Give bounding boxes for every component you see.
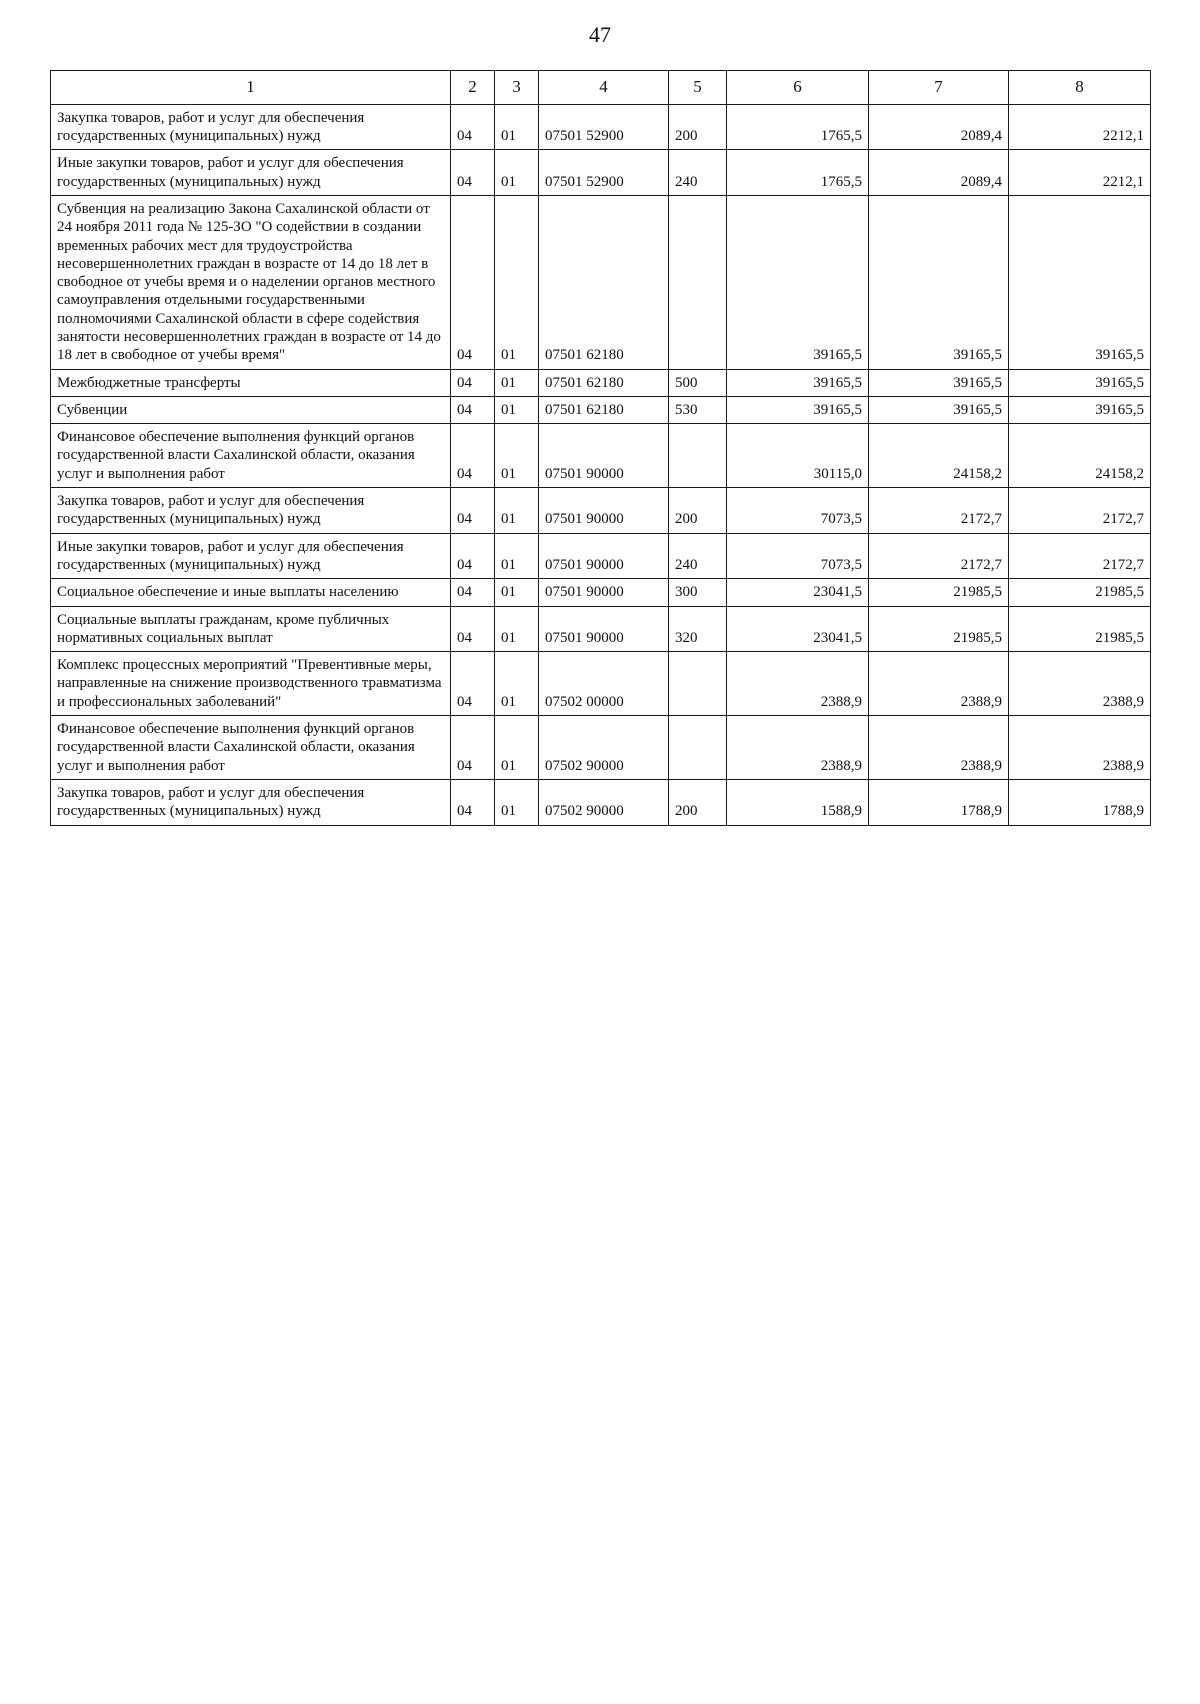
section-code: 04 bbox=[451, 606, 495, 652]
amount-col-6: 1765,5 bbox=[727, 150, 869, 196]
expense-type-code bbox=[669, 195, 727, 369]
subsection-code: 01 bbox=[495, 606, 539, 652]
amount-col-8: 21985,5 bbox=[1009, 606, 1151, 652]
amount-col-8: 2172,7 bbox=[1009, 533, 1151, 579]
amount-col-7: 39165,5 bbox=[869, 396, 1009, 423]
expense-type-code: 200 bbox=[669, 488, 727, 534]
section-code: 04 bbox=[451, 488, 495, 534]
target-article-code: 07501 52900 bbox=[539, 150, 669, 196]
expense-type-code: 320 bbox=[669, 606, 727, 652]
budget-table bbox=[50, 70, 1151, 826]
amount-col-8: 39165,5 bbox=[1009, 396, 1151, 423]
target-article-code: 07502 90000 bbox=[539, 779, 669, 825]
amount-col-6: 30115,0 bbox=[727, 424, 869, 488]
row-name: Иные закупки товаров, работ и услуг для обеспечения государственных (муниципальных) нужд bbox=[51, 533, 451, 579]
target-article-code: 07501 90000 bbox=[539, 606, 669, 652]
subsection-code: 01 bbox=[495, 150, 539, 196]
subsection-code: 01 bbox=[495, 369, 539, 396]
amount-col-6: 23041,5 bbox=[727, 579, 869, 606]
row-name: Субвенция на реализацию Закона Сахалинской области от 24 ноября 2011 года № 125-ЗО "О содействии в создании временных рабочих мест для трудоустройства несовершеннолетних граждан в возрасте от 14 до 18 лет в свободное от учебы время и о наделении органов местного самоуправления отдельными государственными полномочиями Сахалинской области в сфере содействия занятости несовершеннолетних граждан в возрасте от 14 до 18 лет в свободное от учебы время" bbox=[51, 195, 451, 369]
section-code: 04 bbox=[451, 533, 495, 579]
expense-type-code: 240 bbox=[669, 533, 727, 579]
amount-col-7: 2089,4 bbox=[869, 150, 1009, 196]
subsection-code: 01 bbox=[495, 104, 539, 150]
amount-col-7: 2388,9 bbox=[869, 652, 1009, 716]
column-header: 2 bbox=[451, 71, 495, 105]
row-name: Социальные выплаты гражданам, кроме публичных нормативных социальных выплат bbox=[51, 606, 451, 652]
amount-col-6: 1765,5 bbox=[727, 104, 869, 150]
amount-col-6: 39165,5 bbox=[727, 195, 869, 369]
amount-col-8: 24158,2 bbox=[1009, 424, 1151, 488]
subsection-code: 01 bbox=[495, 195, 539, 369]
subsection-code: 01 bbox=[495, 779, 539, 825]
table-row bbox=[51, 396, 1151, 423]
amount-col-8: 2212,1 bbox=[1009, 104, 1151, 150]
amount-col-6: 23041,5 bbox=[727, 606, 869, 652]
amount-col-8: 21985,5 bbox=[1009, 579, 1151, 606]
subsection-code: 01 bbox=[495, 533, 539, 579]
amount-col-7: 2089,4 bbox=[869, 104, 1009, 150]
section-code: 04 bbox=[451, 779, 495, 825]
section-code: 04 bbox=[451, 369, 495, 396]
target-article-code: 07501 90000 bbox=[539, 424, 669, 488]
expense-type-code: 200 bbox=[669, 104, 727, 150]
expense-type-code: 200 bbox=[669, 779, 727, 825]
section-code: 04 bbox=[451, 424, 495, 488]
column-header: 5 bbox=[669, 71, 727, 105]
target-article-code: 07502 00000 bbox=[539, 652, 669, 716]
expense-type-code: 240 bbox=[669, 150, 727, 196]
table-row bbox=[51, 488, 1151, 534]
amount-col-7: 1788,9 bbox=[869, 779, 1009, 825]
target-article-code: 07501 62180 bbox=[539, 396, 669, 423]
page-number: 47 bbox=[589, 22, 611, 47]
column-header: 4 bbox=[539, 71, 669, 105]
expense-type-code: 300 bbox=[669, 579, 727, 606]
amount-col-6: 39165,5 bbox=[727, 396, 869, 423]
expense-type-code: 530 bbox=[669, 396, 727, 423]
header-row bbox=[51, 71, 1151, 105]
row-name: Финансовое обеспечение выполнения функций органов государственной власти Сахалинской области, оказания услуг и выполнения работ bbox=[51, 716, 451, 780]
table-row bbox=[51, 195, 1151, 369]
section-code: 04 bbox=[451, 652, 495, 716]
amount-col-6: 2388,9 bbox=[727, 652, 869, 716]
amount-col-8: 1788,9 bbox=[1009, 779, 1151, 825]
column-header: 8 bbox=[1009, 71, 1151, 105]
amount-col-8: 2212,1 bbox=[1009, 150, 1151, 196]
column-header: 7 bbox=[869, 71, 1009, 105]
amount-col-8: 39165,5 bbox=[1009, 369, 1151, 396]
target-article-code: 07501 90000 bbox=[539, 579, 669, 606]
column-header: 3 bbox=[495, 71, 539, 105]
amount-col-8: 2388,9 bbox=[1009, 652, 1151, 716]
subsection-code: 01 bbox=[495, 488, 539, 534]
amount-col-8: 2388,9 bbox=[1009, 716, 1151, 780]
target-article-code: 07501 90000 bbox=[539, 533, 669, 579]
column-header: 1 bbox=[51, 71, 451, 105]
subsection-code: 01 bbox=[495, 396, 539, 423]
amount-col-7: 21985,5 bbox=[869, 579, 1009, 606]
subsection-code: 01 bbox=[495, 424, 539, 488]
row-name: Закупка товаров, работ и услуг для обеспечения государственных (муниципальных) нужд bbox=[51, 779, 451, 825]
row-name: Комплекс процессных мероприятий "Превентивные меры, направленные на снижение производственного травматизма и профессиональных заболеваний" bbox=[51, 652, 451, 716]
table-row bbox=[51, 424, 1151, 488]
amount-col-8: 39165,5 bbox=[1009, 195, 1151, 369]
row-name: Финансовое обеспечение выполнения функций органов государственной власти Сахалинской области, оказания услуг и выполнения работ bbox=[51, 424, 451, 488]
target-article-code: 07502 90000 bbox=[539, 716, 669, 780]
row-name: Иные закупки товаров, работ и услуг для обеспечения государственных (муниципальных) нужд bbox=[51, 150, 451, 196]
amount-col-6: 7073,5 bbox=[727, 488, 869, 534]
table-row bbox=[51, 652, 1151, 716]
table-row bbox=[51, 716, 1151, 780]
amount-col-7: 24158,2 bbox=[869, 424, 1009, 488]
amount-col-8: 2172,7 bbox=[1009, 488, 1151, 534]
section-code: 04 bbox=[451, 150, 495, 196]
row-name: Субвенции bbox=[51, 396, 451, 423]
row-name: Социальное обеспечение и иные выплаты населению bbox=[51, 579, 451, 606]
amount-col-7: 2172,7 bbox=[869, 488, 1009, 534]
table-row bbox=[51, 150, 1151, 196]
table-row bbox=[51, 104, 1151, 150]
section-code: 04 bbox=[451, 396, 495, 423]
amount-col-6: 2388,9 bbox=[727, 716, 869, 780]
section-code: 04 bbox=[451, 716, 495, 780]
row-name: Закупка товаров, работ и услуг для обеспечения государственных (муниципальных) нужд bbox=[51, 104, 451, 150]
subsection-code: 01 bbox=[495, 579, 539, 606]
table-row bbox=[51, 779, 1151, 825]
column-header: 6 bbox=[727, 71, 869, 105]
expense-type-code: 500 bbox=[669, 369, 727, 396]
row-name: Межбюджетные трансферты bbox=[51, 369, 451, 396]
expense-type-code bbox=[669, 424, 727, 488]
amount-col-7: 39165,5 bbox=[869, 195, 1009, 369]
target-article-code: 07501 62180 bbox=[539, 369, 669, 396]
table-row bbox=[51, 579, 1151, 606]
target-article-code: 07501 90000 bbox=[539, 488, 669, 534]
amount-col-6: 1588,9 bbox=[727, 779, 869, 825]
row-name: Закупка товаров, работ и услуг для обеспечения государственных (муниципальных) нужд bbox=[51, 488, 451, 534]
table-row bbox=[51, 606, 1151, 652]
target-article-code: 07501 52900 bbox=[539, 104, 669, 150]
amount-col-7: 2172,7 bbox=[869, 533, 1009, 579]
section-code: 04 bbox=[451, 195, 495, 369]
amount-col-7: 21985,5 bbox=[869, 606, 1009, 652]
table-row bbox=[51, 369, 1151, 396]
expense-type-code bbox=[669, 716, 727, 780]
amount-col-6: 39165,5 bbox=[727, 369, 869, 396]
subsection-code: 01 bbox=[495, 652, 539, 716]
expense-type-code bbox=[669, 652, 727, 716]
amount-col-7: 2388,9 bbox=[869, 716, 1009, 780]
amount-col-7: 39165,5 bbox=[869, 369, 1009, 396]
target-article-code: 07501 62180 bbox=[539, 195, 669, 369]
section-code: 04 bbox=[451, 104, 495, 150]
subsection-code: 01 bbox=[495, 716, 539, 780]
amount-col-6: 7073,5 bbox=[727, 533, 869, 579]
section-code: 04 bbox=[451, 579, 495, 606]
table-row bbox=[51, 533, 1151, 579]
